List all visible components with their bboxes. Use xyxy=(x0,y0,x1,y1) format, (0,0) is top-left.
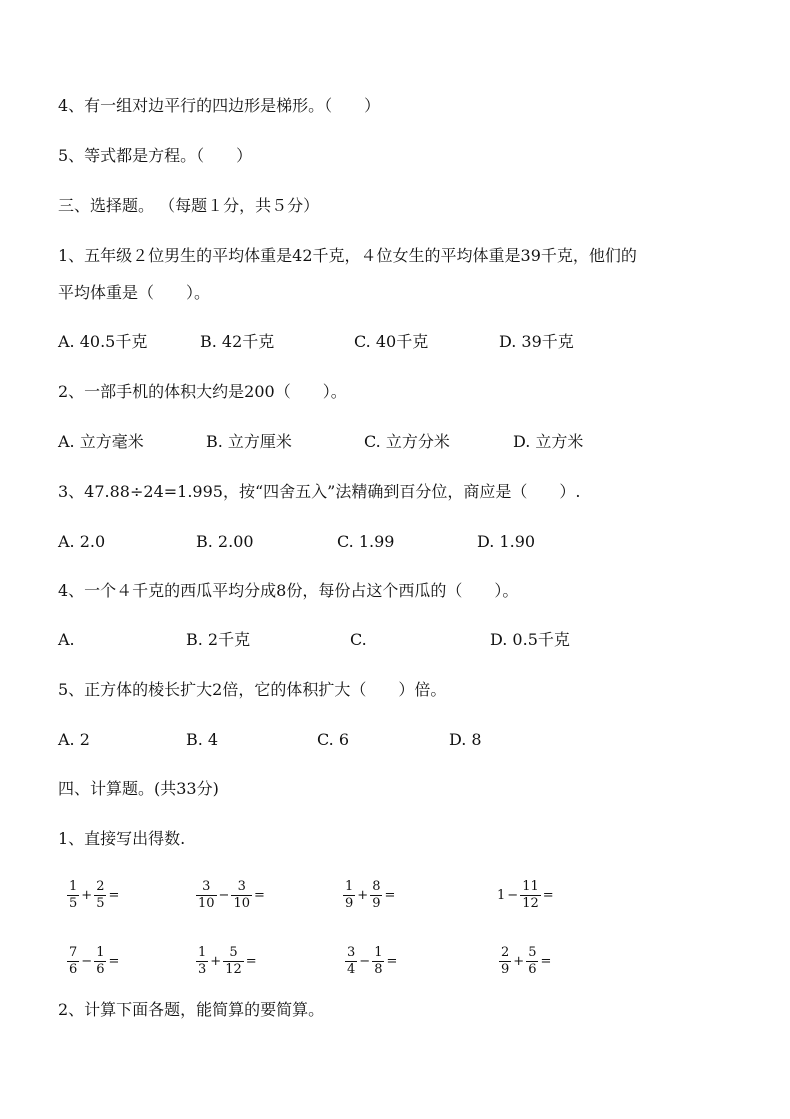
option-b: B. 42千克 xyxy=(200,332,275,351)
operator: + xyxy=(513,953,525,969)
option-d: D. 1.90 xyxy=(477,532,536,551)
leading-number: 1 xyxy=(497,887,506,903)
numerator: 2 xyxy=(501,944,510,960)
option-c: C. xyxy=(350,630,367,649)
option-a: A. 40.5千克 xyxy=(58,332,148,351)
choice-q1-line1: 1、五年级２位男生的平均体重是42千克，４位女生的平均体重是39千克，他们的 xyxy=(58,246,637,265)
fraction xyxy=(223,945,244,978)
fraction xyxy=(343,879,355,912)
operator: + xyxy=(81,887,93,903)
option-d: D. 39千克 xyxy=(499,332,574,351)
denominator: 9 xyxy=(372,895,381,911)
option-d: D. 立方米 xyxy=(513,432,584,451)
choice-q3: 3、47.88÷24=1.995，按“四舍五入”法精确到百分位，商应是（ ）. xyxy=(58,482,581,501)
denominator: 6 xyxy=(69,961,78,977)
judge-q5: 5、等式都是方程。（ ） xyxy=(58,146,253,165)
numerator: 1 xyxy=(96,944,105,960)
fraction xyxy=(231,879,252,912)
numerator: 5 xyxy=(528,944,537,960)
option-c: C. 1.99 xyxy=(337,532,395,551)
calc-q2: 2、计算下面各题，能简算的要简算。 xyxy=(58,1000,325,1019)
operator: − xyxy=(81,953,93,969)
fraction xyxy=(67,945,79,978)
fraction-row-1 xyxy=(62,872,762,918)
fraction xyxy=(372,945,384,978)
fraction xyxy=(94,879,106,912)
fraction xyxy=(196,945,208,978)
fraction xyxy=(94,945,106,978)
equals: = xyxy=(108,887,120,903)
denominator: 5 xyxy=(96,895,105,911)
operator: − xyxy=(218,887,230,903)
fraction xyxy=(370,879,382,912)
equals: = xyxy=(108,953,120,969)
option-b: B. 立方厘米 xyxy=(206,432,292,451)
fraction xyxy=(67,879,79,912)
expression xyxy=(498,938,552,984)
fraction-row-2 xyxy=(62,938,762,984)
fraction xyxy=(196,879,217,912)
operator: − xyxy=(507,887,519,903)
option-b: B. 2千克 xyxy=(186,630,251,649)
expression xyxy=(195,938,258,984)
denominator: 9 xyxy=(345,895,354,911)
numerator: 1 xyxy=(69,878,78,894)
equals: = xyxy=(386,953,398,969)
expression xyxy=(195,872,266,918)
choice-q1-line2: 平均体重是（ ）。 xyxy=(58,283,211,302)
denominator: 12 xyxy=(225,961,242,977)
numerator: 1 xyxy=(198,944,207,960)
operator: − xyxy=(359,953,371,969)
option-a: A. 立方毫米 xyxy=(58,432,144,451)
option-c: C. 6 xyxy=(317,730,350,749)
denominator: 10 xyxy=(198,895,215,911)
fraction xyxy=(520,879,541,912)
expression xyxy=(344,938,398,984)
section4-title: 四、计算题。(共33分) xyxy=(58,779,219,798)
operator: + xyxy=(357,887,369,903)
denominator: 3 xyxy=(198,961,207,977)
numerator: 5 xyxy=(229,944,238,960)
equals: = xyxy=(245,953,257,969)
option-d: D. 8 xyxy=(449,730,482,749)
equals: = xyxy=(542,887,554,903)
denominator: 8 xyxy=(374,961,383,977)
option-a: A. 2 xyxy=(58,730,90,749)
denominator: 6 xyxy=(96,961,105,977)
numerator: 7 xyxy=(69,944,78,960)
option-a: A. xyxy=(58,630,75,649)
numerator: 2 xyxy=(96,878,105,894)
option-b: B. 2.00 xyxy=(196,532,254,551)
judge-q4: 4、有一组对边平行的四边形是梯形。（ ） xyxy=(58,96,381,115)
fraction xyxy=(526,945,538,978)
denominator: 5 xyxy=(69,895,78,911)
numerator: 1 xyxy=(345,878,354,894)
numerator: 3 xyxy=(347,944,356,960)
denominator: 12 xyxy=(522,895,539,911)
denominator: 10 xyxy=(233,895,250,911)
fraction xyxy=(499,945,511,978)
expression xyxy=(66,938,120,984)
equals: = xyxy=(540,953,552,969)
expression xyxy=(66,872,120,918)
calc-q1: 1、直接写出得数. xyxy=(58,829,186,848)
option-c: C. 立方分米 xyxy=(364,432,450,451)
option-c: C. 40千克 xyxy=(354,332,429,351)
choice-q4: 4、一个４千克的西瓜平均分成8份，每份占这个西瓜的（ ）。 xyxy=(58,581,519,600)
option-b: B. 4 xyxy=(186,730,219,749)
expression xyxy=(496,872,555,918)
operator: + xyxy=(210,953,222,969)
expression xyxy=(342,872,396,918)
denominator: 6 xyxy=(528,961,537,977)
denominator: 4 xyxy=(347,961,356,977)
numerator: 11 xyxy=(522,878,539,894)
numerator: 1 xyxy=(374,944,383,960)
section3-title: 三、选择题。 （每题１分，共５分） xyxy=(58,196,320,215)
numerator: 8 xyxy=(372,878,381,894)
denominator: 9 xyxy=(501,961,510,977)
numerator: 3 xyxy=(202,878,211,894)
equals: = xyxy=(254,887,265,903)
option-a: A. 2.0 xyxy=(58,532,106,551)
choice-q2: 2、一部手机的体积大约是200（ ）。 xyxy=(58,382,347,401)
numerator: 3 xyxy=(237,878,246,894)
fraction xyxy=(345,945,357,978)
choice-q5: 5、正方体的棱长扩大2倍，它的体积扩大（ ）倍。 xyxy=(58,680,447,699)
equals: = xyxy=(384,887,396,903)
option-d: D. 0.5千克 xyxy=(490,630,570,649)
